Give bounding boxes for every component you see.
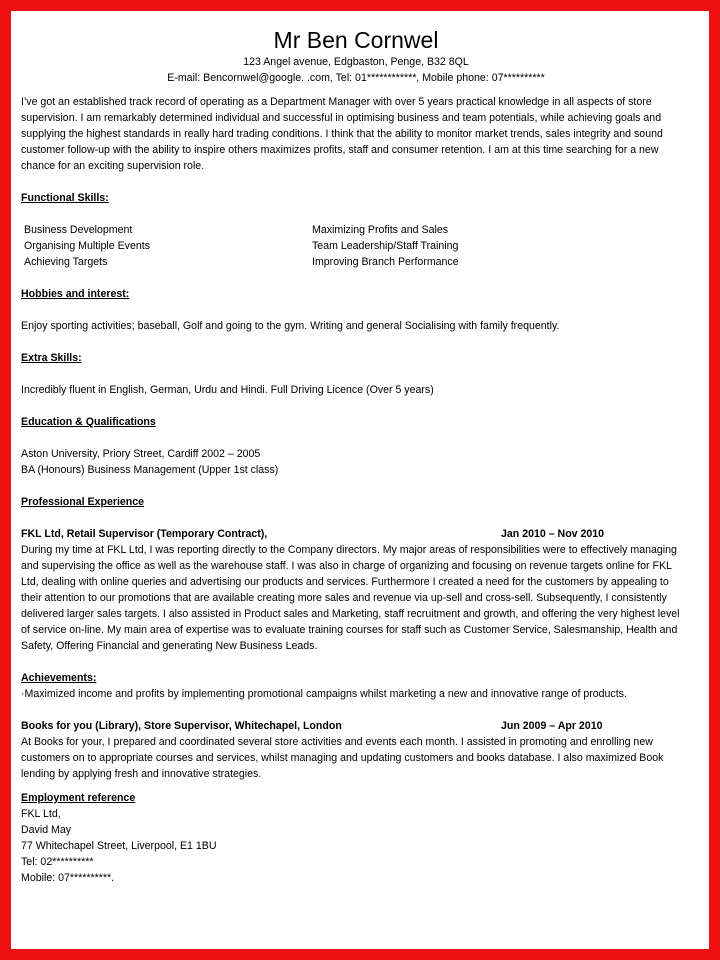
achievements-heading: Achievements: (21, 672, 97, 684)
job-dates: Jan 2010 – Nov 2010 (501, 528, 605, 540)
experience-heading: Professional Experience (21, 496, 145, 508)
contact-line: E-mail: Bencornwel@google. .com, Tel: 01************, Mobile phone: 07********** (167, 72, 545, 84)
reference-line: David May (21, 824, 72, 836)
candidate-name: Mr Ben Cornwel (273, 27, 439, 53)
skills-table (21, 222, 691, 270)
education-line: BA (Honours) Business Management (Upper 1st class) (21, 464, 279, 476)
reference-line: FKL Ltd, (21, 808, 61, 820)
job-header (21, 526, 691, 542)
reference-line: Tel: 02********** (21, 856, 94, 868)
reference-heading: Employment reference (21, 792, 136, 804)
skill-item: Organising Multiple Events (24, 240, 151, 252)
education-line: Aston University, Priory Street, Cardiff 2002 – 2005 (21, 448, 261, 460)
cv-document (21, 24, 691, 886)
job-description: During my time at FKL Ltd, I was reporting directly to the Company directors. My major areas of responsibilities were to effectively managing and supervising the office as well as the warehouse staff. I was also in charge of organizing and focusing on revenue targets online for FKL Ltd, dealing with online queries and advertising our products and services. Furthermore I created a need for the customers by appealing to their attention to our promotions that are available creating more sales and revenue via up-sell and cross-sell. Subsequently, I consistently delivered larger sales targets. I also assisted in Product sales and Marketing, staff recruitment and growth, and offering the very highest level of service on-line. My main area of expertise was to evaluate training courses for staff such as Customer Service, Salesmanship, Health and Safety, Offering Financial and generating New Business Leads. (21, 544, 680, 652)
skill-item: Business Development (24, 224, 133, 236)
job-role: Books for you (Library), Store Supervisor, Whitechapel, London (21, 720, 342, 732)
skills-column-left (24, 222, 312, 270)
skill-item: Maximizing Profits and Sales (312, 224, 449, 236)
job-role: FKL Ltd, Retail Supervisor (Temporary Contract), (21, 528, 268, 540)
profile-summary: I’ve got an established track record of operating as a Department Manager with over 5 years practical knowledge in all aspects of store supervision. I am remarkably determined individual and successful in optimising business and team potentials, while achieving goals and supplying the highest standards in really hard trading conditions. I think that the ability to monitor market trends, sales integrity and sound customer follow-up with the ability to inspire others maximizes profits, staff and consumer retention. I am at this time searching for a new chance for an exciting supervision role. (21, 96, 663, 172)
skills-column-right (312, 222, 600, 270)
hobbies-text: Enjoy sporting activities; baseball, Golf and going to the gym. Writing and general Socialising with family frequently. (21, 320, 560, 332)
extra-skills-heading: Extra Skills: (21, 352, 82, 364)
extra-skills-text: Incredibly fluent in English, German, Urdu and Hindi. Full Driving Licence (Over 5 years) (21, 384, 434, 396)
education-heading: Education & Qualifications (21, 416, 156, 428)
reference-line: Mobile: 07**********. (21, 872, 115, 884)
skill-item: Achieving Targets (24, 256, 108, 268)
skill-item: Team Leadership/Staff Training (312, 240, 459, 252)
reference-line: 77 Whitechapel Street, Liverpool, E1 1BU (21, 840, 217, 852)
job-header (21, 718, 691, 734)
achievement-item: ·Maximized income and profits by implementing promotional campaigns whilst marketing a new and innovative range of products. (21, 688, 627, 700)
job-description: At Books for your, I prepared and coordinated several store activities and events each month. I assisted in promoting and enrolling new customers on to appropriate courses and services, whilst managing and updating customers and books database. I also maximized Book lending by applying fresh and innovative strategies. (21, 736, 664, 780)
skill-item: Improving Branch Performance (312, 256, 459, 268)
hobbies-heading: Hobbies and interest: (21, 288, 130, 300)
address-line: 123 Angel avenue, Edgbaston, Penge, B32 8QL (243, 56, 469, 68)
job-dates: Jun 2009 – Apr 2010 (501, 720, 603, 732)
functional-skills-heading: Functional Skills: (21, 192, 109, 204)
